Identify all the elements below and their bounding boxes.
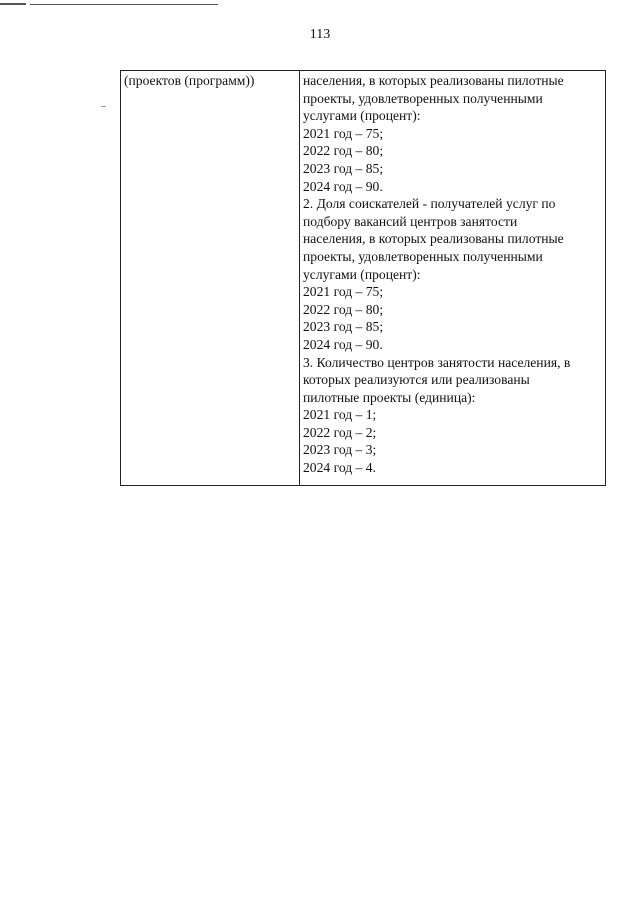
text-line: 3. Количество центров занятости населения, в	[303, 354, 571, 370]
text-line: 2024 год – 90.	[303, 336, 383, 352]
text-line: 2021 год – 75;	[303, 125, 384, 141]
left-cell-text: (проектов (программ))	[124, 73, 255, 88]
text-line: 2021 год – 75;	[303, 284, 384, 300]
text-line: 2022 год – 80;	[303, 301, 384, 317]
text-line: 2023 год – 85;	[303, 160, 384, 176]
text-line: пилотные проекты (единица):	[303, 389, 476, 405]
document-table	[120, 70, 606, 486]
text-line: населения, в которых реализованы пилотные	[303, 231, 564, 247]
text-line: 2. Доля соискателей - получателей услуг по	[303, 196, 556, 212]
text-line: 2022 год – 80;	[303, 143, 384, 159]
table-cell-left	[121, 71, 300, 486]
text-line: 2021 год – 1;	[303, 407, 377, 423]
scan-edge-line	[30, 4, 218, 5]
text-line: услугами (процент):	[303, 266, 421, 282]
text-line: 2024 год – 4.	[303, 460, 376, 476]
text-line: населения, в которых реализованы пилотные	[303, 73, 564, 88]
margin-speck	[101, 106, 106, 107]
page-number: 113	[309, 27, 331, 42]
text-line: которых реализуются или реализованы	[303, 372, 530, 388]
text-line: подбору вакансий центров занятости	[303, 213, 518, 229]
text-line: 2022 год – 2;	[303, 424, 377, 440]
table-cell-right	[300, 71, 606, 486]
text-line: услугами (процент):	[303, 108, 421, 124]
text-line: проекты, удовлетворенных полученными	[303, 90, 543, 106]
scan-edge-mark	[0, 3, 26, 5]
text-line: проекты, удовлетворенных полученными	[303, 248, 543, 264]
text-line: 2023 год – 85;	[303, 319, 384, 335]
table-row	[121, 71, 606, 486]
text-line: 2024 год – 90.	[303, 178, 383, 194]
text-line: 2023 год – 3;	[303, 442, 377, 458]
